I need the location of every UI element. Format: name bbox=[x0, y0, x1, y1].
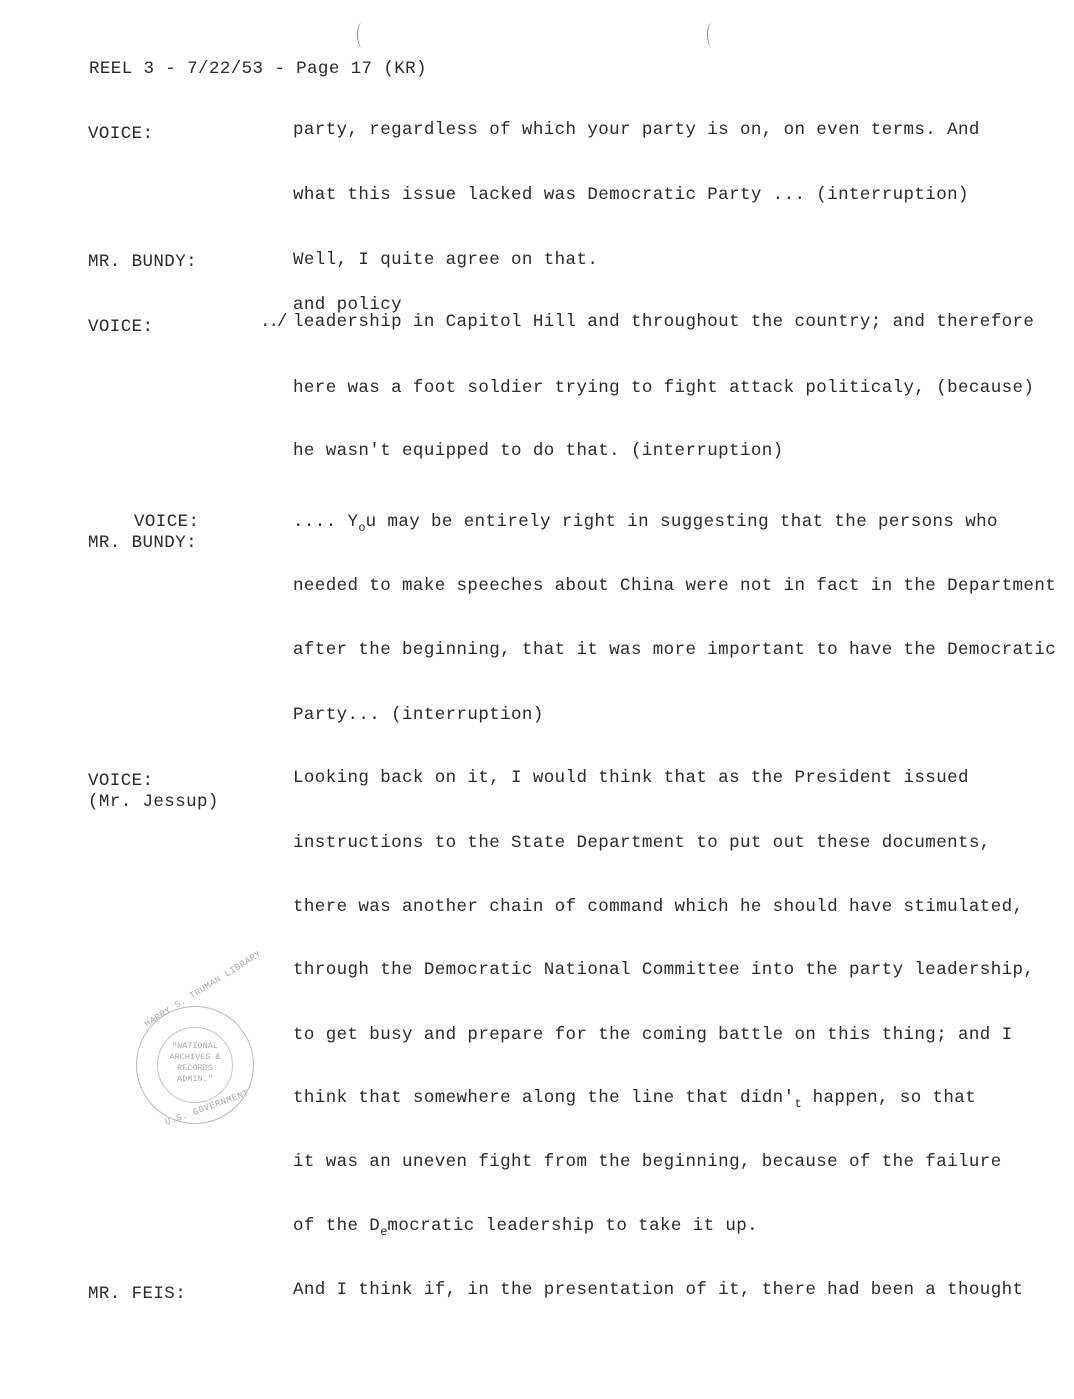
handwritten-insertion: and policy bbox=[293, 295, 403, 315]
speaker-voice-2: VOICE: bbox=[88, 317, 154, 337]
transcript-line: he wasn't equipped to do that. (interruption) bbox=[293, 441, 784, 461]
speaker-voice-1: VOICE: bbox=[88, 124, 154, 144]
transcript-line bbox=[293, 1088, 976, 1109]
transcript-line: party, regardless of which your party is on, on even terms. And bbox=[293, 120, 980, 140]
transcript-line: here was a foot soldier trying to fight attack politicaly, (because) bbox=[293, 378, 1035, 398]
transcript-line: there was another chain of command which he should have stimulated, bbox=[293, 897, 1024, 917]
line-text: think that somewhere along the line that didn' bbox=[293, 1088, 795, 1108]
line-text: of the D bbox=[293, 1216, 381, 1236]
line-text: .... Y bbox=[293, 512, 359, 532]
stamp-center-line: "NATIONAL bbox=[172, 1041, 218, 1051]
speaker-note-mr-jessup: (Mr. Jessup) bbox=[88, 792, 219, 812]
line-text: happen, so that bbox=[801, 1088, 977, 1108]
speaker-mr-bundy-1: MR. BUNDY: bbox=[88, 252, 198, 272]
transcript-line: Well, I quite agree on that. bbox=[293, 250, 599, 270]
typed-correction: o bbox=[358, 521, 366, 535]
stamp-center-line: RECORDS bbox=[177, 1063, 213, 1073]
transcript-line: instructions to the State Department to put out these documents, bbox=[293, 833, 991, 853]
transcript-line: leadership in Capitol Hill and throughout the country; and therefore bbox=[293, 312, 1035, 332]
speaker-voice-4: VOICE: bbox=[88, 771, 154, 791]
transcript-line: Party... (interruption) bbox=[293, 705, 544, 725]
transcript-line: it was an uneven fight from the beginning, because of the failure bbox=[293, 1152, 1002, 1172]
archive-stamp bbox=[136, 949, 264, 1128]
stamp-top-text: HARRY S. TRUMAN LIBRARY bbox=[143, 949, 264, 1030]
binding-hole-mark-right bbox=[707, 22, 718, 48]
transcript-line: after the beginning, that it was more important to have the Democratic bbox=[293, 640, 1057, 660]
speaker-mr-feis: MR. FEIS: bbox=[88, 1284, 187, 1304]
transcript-line: to get busy and prepare for the coming battle on this thing; and I bbox=[293, 1025, 1013, 1045]
insertion-caret: ../ bbox=[260, 312, 286, 332]
transcript-line bbox=[293, 512, 998, 533]
line-text: u may be entirely right in suggesting that the persons who bbox=[365, 512, 998, 532]
typed-correction: t bbox=[794, 1097, 802, 1111]
typed-correction: e bbox=[380, 1225, 388, 1239]
binding-hole-mark-left bbox=[357, 22, 368, 48]
speaker-voice-3: VOICE: bbox=[134, 512, 200, 532]
transcript-line: through the Democratic National Committee into the party leadership, bbox=[293, 960, 1035, 980]
line-text: mocratic leadership to take it up. bbox=[387, 1216, 759, 1236]
transcript-line bbox=[293, 1216, 758, 1237]
transcript-line: what this issue lacked was Democratic Party ... (interruption) bbox=[293, 185, 969, 205]
stamp-bottom-text: U.S. GOVERNMENT bbox=[163, 1088, 251, 1128]
page-header: REEL 3 - 7/22/53 - Page 17 (KR) bbox=[89, 59, 427, 79]
stamp-center-line: ADMIN." bbox=[177, 1074, 213, 1084]
stamp-center-line: ARCHIVES & bbox=[169, 1052, 221, 1062]
transcript-line: needed to make speeches about China were not in fact in the Department bbox=[293, 576, 1057, 596]
speaker-mr-bundy-2: MR. BUNDY: bbox=[88, 533, 198, 553]
transcript-line: And I think if, in the presentation of it, there had been a thought bbox=[293, 1280, 1024, 1300]
transcript-line: Looking back on it, I would think that as the President issued bbox=[293, 768, 969, 788]
